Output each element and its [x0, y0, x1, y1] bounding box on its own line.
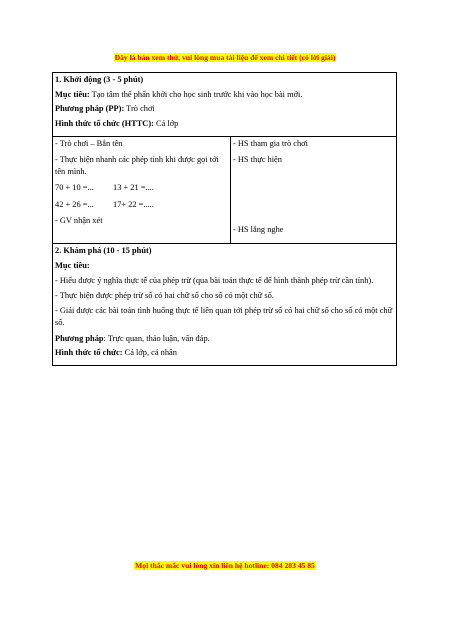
math-row-1: [55, 182, 228, 194]
section2-form-label: Hình thức tổ chức:: [55, 348, 123, 358]
section2-method-label: Phương pháp: [55, 333, 104, 343]
math-1a: 70 + 10 =...: [55, 183, 94, 193]
student-line-2: - HS thực hiện: [233, 155, 282, 165]
student-line-3: - HS lắng nghe: [233, 225, 284, 235]
section1-form: [55, 118, 394, 130]
section2-title: 2. Khám phá (10 - 15 phút): [55, 246, 152, 256]
section2-method-text: : Trực quan, thảo luận, vấn đáp.: [103, 333, 210, 343]
section2-form: [55, 347, 394, 359]
section1-title: 1. Khởi động (3 - 5 phút): [55, 75, 144, 84]
section2-goal-3: - Giải được các bài toán tình huống thực tế liên quan tới phép trừ số có hai chữ số cho số có một chữ số.: [55, 306, 393, 328]
section2-cell: [53, 244, 397, 366]
teacher-activity-cell: [53, 136, 231, 244]
preview-banner: [0, 53, 450, 62]
teacher-line-1: - Trò chơi – Bắn tên: [55, 138, 123, 148]
section1-goal-text: Tạo tâm thế phấn khởi cho học sinh trước khi vào học bài mới.: [89, 89, 303, 99]
teacher-line-2: - Thực hiện nhanh các phép tính khi được gọi tới tên mình.: [55, 155, 219, 177]
section2-goal-1: - Hiểu được ý nghĩa thực tế của phép trừ (qua bài toán thực tế để hình thành phép trừ cần tính).: [55, 275, 374, 285]
section1-header-row: [53, 73, 397, 137]
section1-form-label: Hình thức tổ chức (HTTC):: [55, 119, 154, 129]
section1-form-text: Cả lớp: [153, 119, 179, 129]
student-line-1: - HS tham gia trò chơi: [233, 138, 308, 148]
preview-banner-text: Đây là bản xem thử, vui lòng mua tài liệu để xem chi tiết (có lời giải): [114, 53, 336, 62]
student-activity-cell: [231, 136, 397, 244]
student-spacer: [233, 170, 394, 224]
math-2b: 17+ 22 =.....: [113, 199, 154, 209]
teacher-line-3: - GV nhận xét: [55, 215, 103, 225]
section1-header-cell: [53, 73, 397, 137]
section2-form-text: Cả lớp, cá nhân: [122, 348, 177, 358]
section1-activity-row: [53, 136, 397, 244]
hotline-banner-text: Mọi thắc mắc vui lòng xin liên hệ hotline: 084 283 45 85: [135, 561, 315, 570]
section1-goal: [55, 89, 394, 101]
section2-method: [55, 333, 394, 345]
math-2a: 42 + 26 =...: [55, 199, 94, 209]
section1-goal-label: Mục tiêu:: [55, 89, 90, 99]
section2-goal-2: - Thực hiện được phép trừ số có hai chữ số cho số có một chữ số.: [55, 291, 274, 301]
section1-method: [55, 103, 394, 115]
math-row-2: [55, 199, 228, 211]
section2-row: [53, 244, 397, 366]
section2-goal-label: Mục tiêu:: [55, 261, 90, 271]
section1-method-text: Trò chơi: [124, 104, 155, 114]
section1-method-label: Phương pháp (PP):: [55, 104, 125, 114]
lesson-plan-table: [52, 72, 397, 366]
math-1b: 13 + 21 =....: [113, 183, 154, 193]
hotline-banner: [0, 561, 450, 570]
